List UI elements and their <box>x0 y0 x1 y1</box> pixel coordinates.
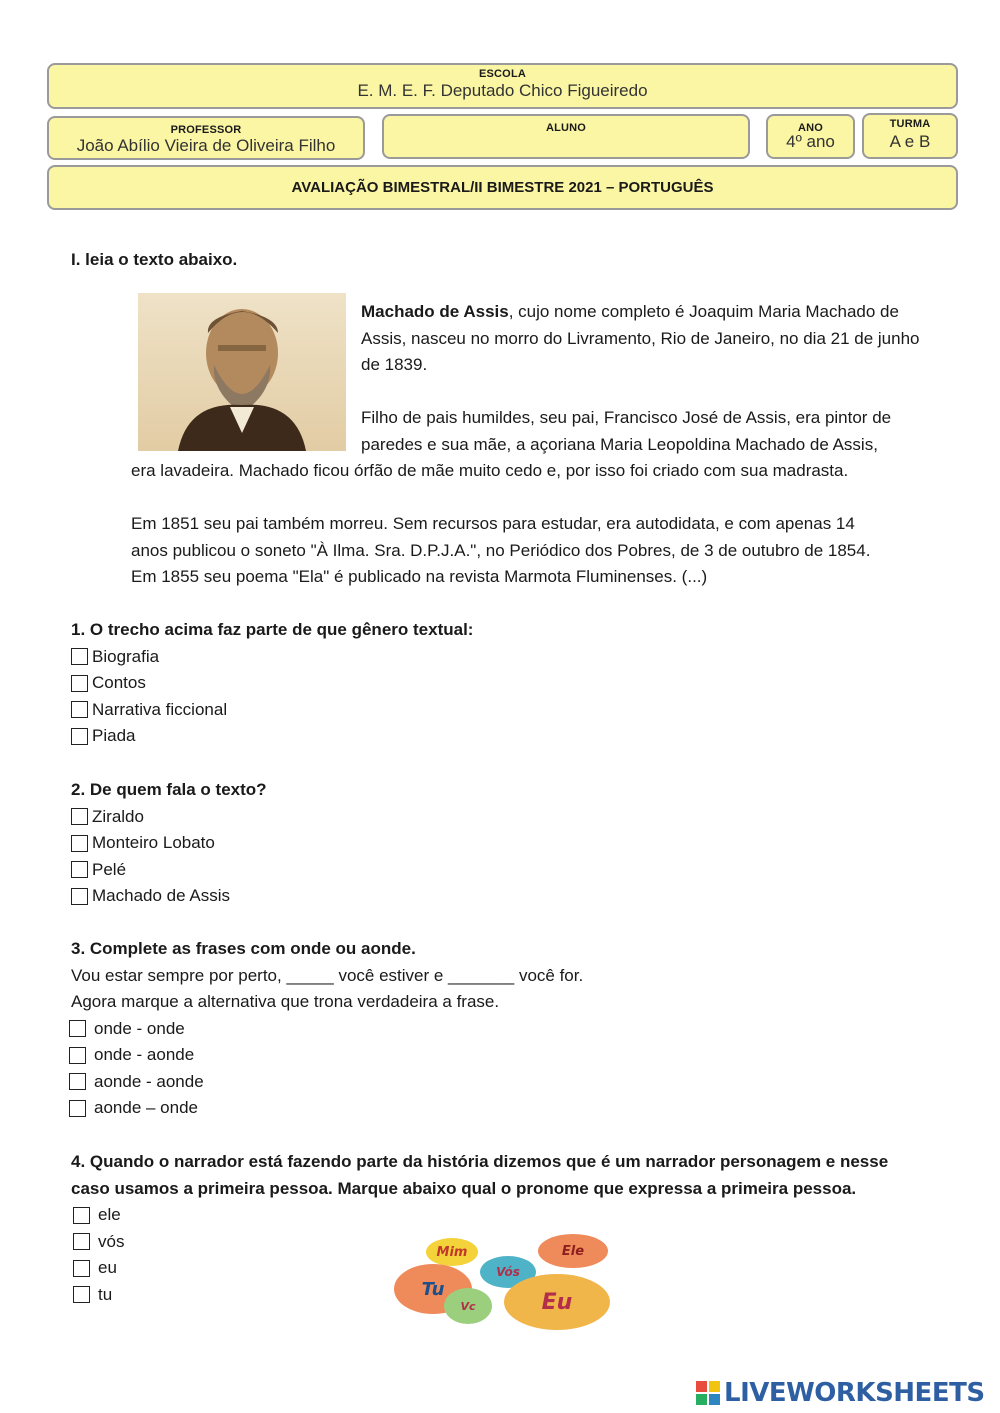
professor-label: PROFESSOR <box>170 124 242 136</box>
checkbox[interactable] <box>73 1207 90 1224</box>
pronoun-bubbles-illustration <box>392 1232 614 1332</box>
bubble-eu-text: Eu <box>541 1289 573 1315</box>
student-label: ALUNO <box>545 122 587 134</box>
bubble-eu <box>504 1274 610 1330</box>
reading-instruction: I. leia o texto abaixo. <box>71 250 238 269</box>
option-monteiro-lobato[interactable] <box>71 830 267 857</box>
option-label: Pelé <box>92 859 127 879</box>
paragraph-2-line-3: era lavadeira. Machado ficou órfão de mãe muito cedo e, por isso foi criado com sua madrasta. <box>131 461 849 480</box>
option-piada[interactable] <box>71 723 473 750</box>
student-box[interactable] <box>382 114 750 159</box>
option-narrativa-ficcional[interactable] <box>71 697 473 724</box>
exam-title-box <box>47 165 958 210</box>
checkbox[interactable] <box>71 675 88 692</box>
option-label: Machado de Assis <box>92 886 230 905</box>
grade-label: ANO <box>797 122 824 134</box>
question-2-text: 2. De quem fala o texto? <box>71 780 267 799</box>
checkbox[interactable] <box>71 835 88 852</box>
option-label: Ziraldo <box>92 806 144 826</box>
option-label: Narrativa ficcional <box>92 699 228 719</box>
option-aonde-aonde[interactable] <box>69 1069 583 1096</box>
bubble-vos-text: Vós <box>496 1265 520 1279</box>
bubble-ele-text: Ele <box>561 1243 585 1259</box>
paragraph-2-line-2: paredes e sua mãe, a açoriana Maria Leopoldina Machado de Assis, <box>361 434 878 454</box>
option-label: ele <box>98 1205 121 1224</box>
grade-value: 4º ano <box>786 132 835 151</box>
class-value: A e B <box>889 132 931 151</box>
professor-box <box>47 116 365 160</box>
question-3-text: 3. Complete as frases com onde ou aonde. <box>71 939 416 958</box>
question-4-line-2: caso usamos a primeira pessoa. Marque abaixo qual o pronome que expressa a primeira pessoa. <box>71 1178 857 1198</box>
checkbox[interactable] <box>73 1233 90 1250</box>
option-machado-de-assis[interactable] <box>71 883 267 910</box>
option-ziraldo[interactable] <box>71 804 267 831</box>
checkbox[interactable] <box>71 728 88 745</box>
paragraph-3-line-1: Em 1851 seu pai também morreu. Sem recursos para estudar, era autodidata, e com apenas 14 <box>131 514 855 533</box>
bubble-tu-text: Tu <box>421 1278 445 1300</box>
option-label: vós <box>98 1231 125 1251</box>
checkbox[interactable] <box>69 1020 86 1037</box>
paragraph-3-line-3: Em 1855 seu poema "Ela" é publicado na revista Marmota Fluminenses. (...) <box>131 567 708 586</box>
bubble-mim-text: Mim <box>436 1244 468 1260</box>
checkbox[interactable] <box>69 1047 86 1064</box>
logo-icon <box>696 1381 720 1405</box>
exam-title: AVALIAÇÃO BIMESTRAL/II BIMESTRE 2021 – PORTUGUÊS <box>291 179 714 196</box>
question-2 <box>71 777 267 910</box>
checkbox[interactable] <box>71 861 88 878</box>
question-3-instruction: Agora marque a alternativa que trona verdadeira a frase. <box>71 992 500 1011</box>
question-3 <box>71 936 583 1122</box>
option-label: tu <box>98 1284 113 1304</box>
biography-name: Machado de Assis <box>361 302 509 321</box>
school-name: E. M. E. F. Deputado Chico Figueiredo <box>357 81 648 100</box>
checkbox[interactable] <box>71 701 88 718</box>
option-biografia[interactable] <box>71 644 473 671</box>
option-label: onde - aonde <box>94 1045 195 1064</box>
paragraph-3 <box>131 511 961 591</box>
paragraph-3-line-2: anos publicou o soneto "À Ilma. Sra. D.P.J.A.", no Periódico dos Pobres, de 3 de outubro de 1854. <box>131 540 871 560</box>
option-pele[interactable] <box>71 857 267 884</box>
bubble-mim <box>426 1238 478 1266</box>
paragraph-2 <box>131 405 961 485</box>
option-label: aonde – onde <box>94 1098 198 1117</box>
question-1 <box>71 617 473 750</box>
school-label: ESCOLA <box>478 68 527 80</box>
class-label: TURMA <box>889 118 931 130</box>
option-onde-onde[interactable] <box>69 1016 583 1043</box>
class-box <box>862 113 958 159</box>
checkbox[interactable] <box>71 888 88 905</box>
checkbox[interactable] <box>73 1286 90 1303</box>
bubble-ele <box>538 1234 608 1268</box>
question-4-line-1: 4. Quando o narrador está fazendo parte da história dizemos que é um narrador personagem e nesse <box>71 1152 889 1171</box>
professor-name: João Abílio Vieira de Oliveira Filho <box>76 136 336 155</box>
checkbox[interactable] <box>69 1100 86 1117</box>
option-contos[interactable] <box>71 670 473 697</box>
option-label: aonde - aonde <box>94 1071 204 1091</box>
question-3-sentence: Vou estar sempre por perto, _____ você estiver e _______ você for. <box>71 965 584 985</box>
option-label: Biografia <box>92 646 160 666</box>
school-box <box>47 63 958 109</box>
liveworksheets-logo <box>696 1378 985 1408</box>
checkbox[interactable] <box>71 648 88 665</box>
paragraph-1 <box>361 299 921 379</box>
option-label: Contos <box>92 673 146 692</box>
checkbox[interactable] <box>71 808 88 825</box>
paragraph-2-line-1: Filho de pais humildes, seu pai, Francisco José de Assis, era pintor de <box>361 408 892 427</box>
checkbox[interactable] <box>73 1260 90 1277</box>
bubble-vc <box>444 1288 492 1324</box>
option-onde-aonde[interactable] <box>69 1042 583 1069</box>
question-1-text: 1. O trecho acima faz parte de que gênero textual: <box>71 620 474 639</box>
option-aonde-onde[interactable] <box>69 1095 583 1122</box>
checkbox[interactable] <box>69 1073 86 1090</box>
option-label: eu <box>98 1258 117 1277</box>
logo-text: LIVEWORKSHEETS <box>724 1378 985 1408</box>
option-label: Monteiro Lobato <box>92 833 215 852</box>
option-label: onde - onde <box>94 1018 185 1038</box>
grade-box <box>766 114 855 159</box>
paragraph-1-text: , cujo nome completo é Joaquim Maria Machado de Assis, nasceu no morro do Livramento, Rio de Janeiro, no dia 21 de junho de 1839. <box>361 302 920 374</box>
bubble-vc-text: Vc <box>460 1299 476 1313</box>
option-label: Piada <box>92 726 136 745</box>
option-ele[interactable] <box>73 1202 888 1229</box>
